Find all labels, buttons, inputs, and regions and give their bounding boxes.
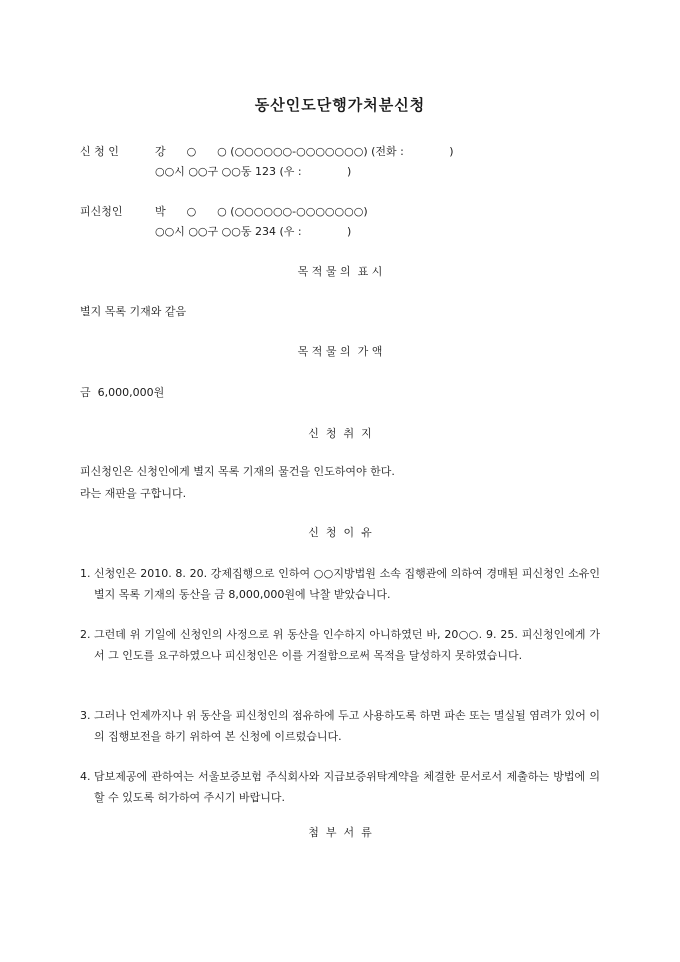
applicant-address: ○○시 ○○구 ○○동 123 (우 : ): [155, 165, 352, 178]
section-heading-object-value: 목 적 물 의 가 액: [297, 345, 383, 358]
applicant-label: 신 청 인: [80, 145, 119, 158]
reason-text: 그러나 언제까지나 위 동산을 피신청인의 점유하에 두고 사용하도록 하면 파손 또는 멸실될 염려가 있어 이의 집행보전을 하기 위하여 본 신청에 이르렀습니다.: [94, 709, 600, 743]
reason-number: 3.: [80, 709, 91, 722]
reason-text: 그런데 위 기일에 신청인의 사정으로 위 동산을 인수하지 아니하였던 바, 20○○. 9. 25. 피신청인에게 가서 그 인도를 요구하였으나 피신청인은 이를 거절함으로써 목적을 달성하지 못하였습니다.: [94, 628, 600, 662]
section-heading-attachments: 첨 부 서 류: [308, 826, 372, 839]
purpose-line-2: 라는 재판을 구합니다.: [80, 487, 187, 500]
object-value-body: 금 6,000,000원: [80, 386, 165, 399]
purpose-line-1: 피신청인은 신청인에게 별지 목록 기재의 물건을 인도하여야 한다.: [80, 465, 395, 478]
section-heading-reasons: 신 청 이 유: [308, 526, 372, 539]
section-heading-object-display: 목 적 물 의 표 시: [297, 265, 383, 278]
respondent-label: 피신청인: [80, 205, 123, 218]
reason-text: 담보제공에 관하여는 서울보증보험 주식회사와 지급보증위탁계약을 체결한 문서로서 제출하는 방법에 의할 수 있도록 허가하여 주시기 바랍니다.: [94, 770, 600, 804]
reason-item: [80, 563, 600, 605]
reason-item: [80, 624, 600, 666]
applicant-name-line: 강 ○ ○ (○○○○○○-○○○○○○○) (전화 : ): [155, 145, 454, 158]
document-title: 동산인도단행가처분신청: [254, 96, 426, 114]
reason-text: 신청인은 2010. 8. 20. 강제집행으로 인하여 ○○지방법원 소속 집행관에 의하여 경매된 피신청인 소유인 별지 목록 기재의 동산을 금 8,000,000원에 낙찰 받았습니다.: [94, 567, 600, 601]
reason-item: [80, 705, 600, 747]
respondent-name-line: 박 ○ ○ (○○○○○○-○○○○○○○): [155, 205, 368, 218]
respondent-address: ○○시 ○○구 ○○동 234 (우 : ): [155, 225, 352, 238]
reason-number: 1.: [80, 567, 91, 580]
reason-number: 4.: [80, 770, 91, 783]
reason-item: [80, 766, 600, 808]
object-display-body: 별지 목록 기재와 같음: [80, 305, 187, 318]
section-heading-purpose: 신 청 취 지: [308, 427, 372, 440]
reason-number: 2.: [80, 628, 91, 641]
